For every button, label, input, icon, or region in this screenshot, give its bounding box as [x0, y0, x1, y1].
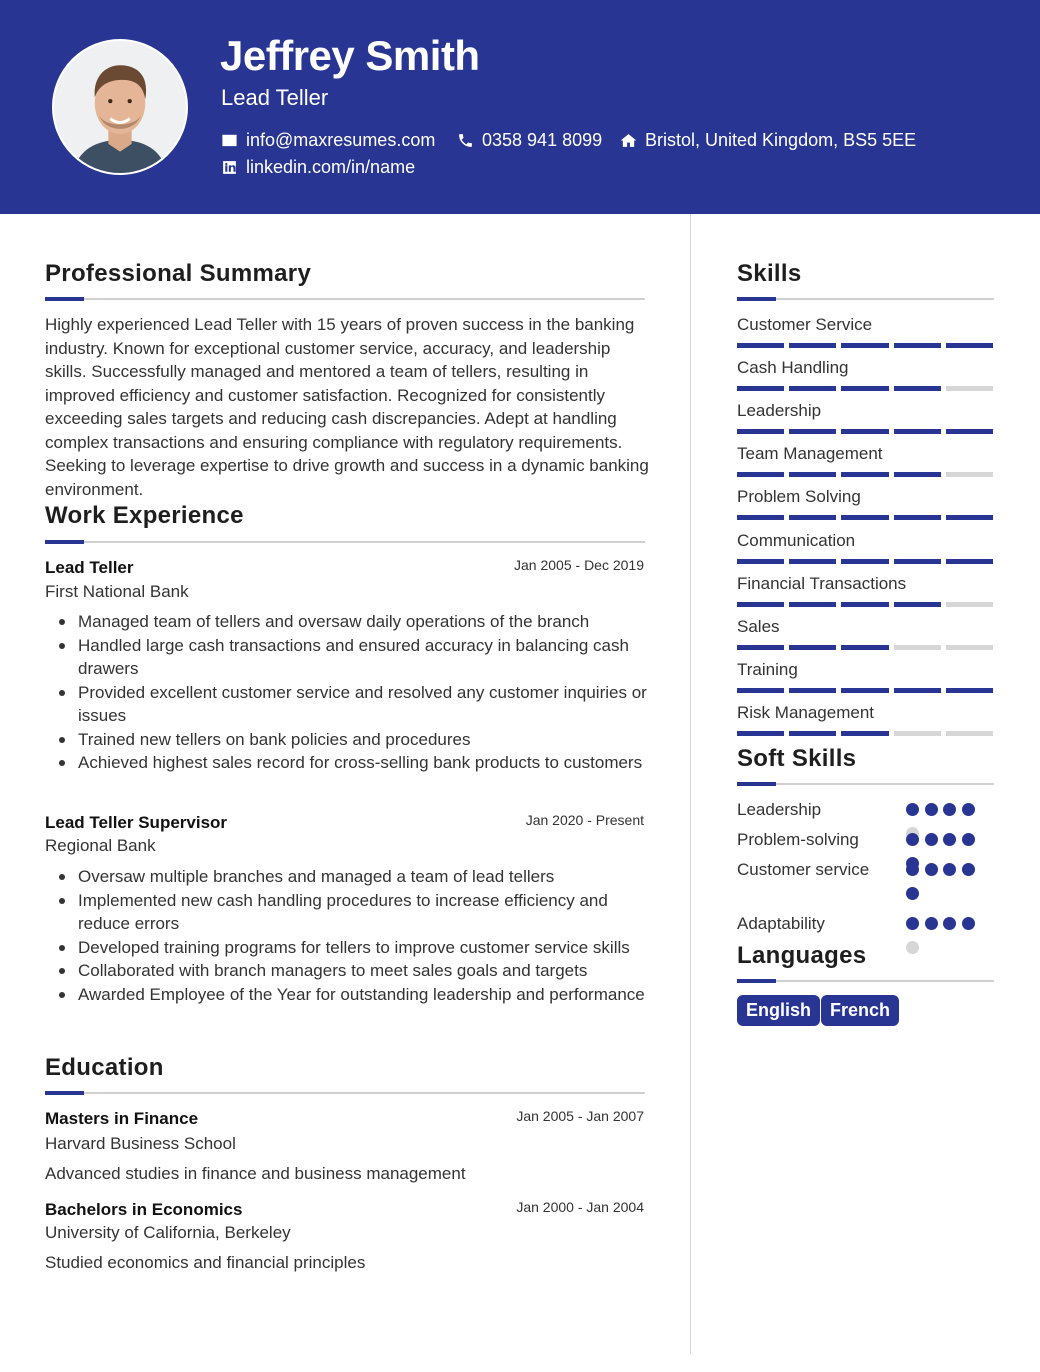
rating-dot — [906, 887, 919, 900]
skill-name: Financial Transactions — [737, 573, 907, 593]
section-rule — [737, 298, 994, 300]
skill-level-segment — [841, 731, 888, 736]
school-name: Harvard Business School — [45, 1134, 236, 1153]
skill-level-segment — [894, 515, 941, 520]
skill-level-segment — [946, 515, 993, 520]
job-title: Lead Teller — [45, 558, 134, 577]
section-rule — [737, 783, 994, 785]
rating-dot — [906, 917, 919, 930]
skill-name: Risk Management — [737, 702, 875, 722]
skill-level-segment — [841, 386, 888, 391]
job-date: Jan 2005 - Dec 2019 — [514, 557, 644, 573]
skill-level-segment — [894, 645, 941, 650]
rating-dot — [962, 833, 975, 846]
skill-level-segment — [841, 343, 888, 348]
section-rule — [45, 298, 645, 300]
rating-dot — [962, 803, 975, 816]
skill-level-segment — [841, 688, 888, 693]
skill-level-segment — [946, 559, 993, 564]
experience-heading: Work Experience — [45, 502, 244, 529]
envelope-icon — [221, 132, 238, 149]
skills-heading: Skills — [737, 260, 802, 287]
candidate-name: Jeffrey Smith — [220, 32, 480, 79]
soft-skills-heading: Soft Skills — [737, 745, 857, 772]
summary-text: Highly experienced Lead Teller with 15 years of proven success in the banking industry. Known for exceptional customer service, accuracy, and leadership skills. Successfully managed and mentored a team of tellers, resulting in improved efficiency and customer satisfaction. Recognized for consistently exceeding sales targets and reducing cash discrepancies. Adept at handling complex transactions and ensuring compliance with regulatory requirements. Seeking to leverage expertise to drive growth and success in a dynamic banking environment. — [45, 315, 649, 499]
skill-level-bar — [737, 688, 993, 693]
skill-level-segment — [737, 688, 784, 693]
rating-dot — [943, 833, 956, 846]
skill-level-segment — [946, 731, 993, 736]
degree-description: Advanced studies in finance and business management — [45, 1164, 466, 1183]
skill-level-segment — [894, 386, 941, 391]
degree-title: Bachelors in Economics — [45, 1200, 243, 1219]
skill-level-bar — [737, 386, 993, 391]
column-divider — [690, 214, 691, 1354]
contact-phone[interactable] — [457, 128, 602, 152]
skill-level-segment — [789, 602, 836, 607]
skill-level-segment — [789, 429, 836, 434]
job-date: Jan 2020 - Present — [525, 812, 644, 828]
section-rule — [45, 1092, 645, 1094]
school-name: University of California, Berkeley — [45, 1223, 291, 1242]
language-badge-english: English — [737, 995, 820, 1026]
rating-dot — [943, 917, 956, 930]
job-bullets — [78, 610, 648, 775]
skill-level-segment — [737, 731, 784, 736]
degree-date: Jan 2005 - Jan 2007 — [516, 1108, 644, 1124]
skill-level-segment — [894, 688, 941, 693]
skill-level-bar — [737, 343, 993, 348]
phone-icon — [457, 132, 474, 149]
skill-level-bar — [737, 731, 993, 736]
skill-level-segment — [789, 688, 836, 693]
rating-dot — [925, 803, 938, 816]
rating-dot — [925, 833, 938, 846]
language-badge-french: French — [821, 995, 899, 1026]
skill-level-segment — [946, 688, 993, 693]
rating-dot — [943, 863, 956, 876]
rating-dot — [906, 863, 919, 876]
linkedin-text: linkedin.com/in/name — [246, 157, 416, 177]
skill-name: Team Management — [737, 444, 883, 464]
skill-level-segment — [841, 559, 888, 564]
list-item: Handled large cash transactions and ensured accuracy in balancing cash drawers — [78, 634, 648, 681]
skill-name: Communication — [737, 530, 856, 550]
job-employer: Regional Bank — [45, 836, 156, 855]
section-rule — [737, 980, 994, 982]
rating-dot — [925, 917, 938, 930]
skill-level-segment — [789, 343, 836, 348]
skill-level-segment — [946, 429, 993, 434]
skill-level-segment — [841, 602, 888, 607]
skill-level-segment — [946, 472, 993, 477]
list-item: Oversaw multiple branches and managed a team of lead tellers — [78, 865, 648, 889]
skill-level-segment — [737, 429, 784, 434]
skill-name: Problem Solving — [737, 487, 861, 507]
skill-level-bar — [737, 515, 993, 520]
skill-level-segment — [946, 343, 993, 348]
skill-level-segment — [789, 731, 836, 736]
skill-level-segment — [789, 515, 836, 520]
skill-level-segment — [894, 559, 941, 564]
candidate-title: Lead Teller — [221, 85, 329, 110]
rating-dot — [906, 833, 919, 846]
contact-email[interactable] — [221, 128, 435, 152]
skill-level-bar — [737, 472, 993, 477]
skill-name: Training — [737, 659, 798, 679]
skill-level-segment — [894, 472, 941, 477]
soft-skill-name: Problem-solving — [737, 830, 859, 849]
skill-level-segment — [894, 429, 941, 434]
skill-level-segment — [946, 645, 993, 650]
skill-level-segment — [737, 645, 784, 650]
skill-name: Sales — [737, 616, 780, 636]
languages-heading: Languages — [737, 942, 867, 969]
skill-level-segment — [737, 386, 784, 391]
degree-title: Masters in Finance — [45, 1109, 199, 1128]
profile-photo — [52, 39, 188, 175]
skill-name: Customer Service — [737, 315, 873, 334]
skill-level-segment — [737, 515, 784, 520]
job-employer: First National Bank — [45, 582, 189, 601]
contact-linkedin[interactable] — [221, 155, 415, 179]
job-bullets — [78, 865, 648, 1006]
skill-level-segment — [946, 386, 993, 391]
rating-dot — [962, 863, 975, 876]
skill-level-segment — [789, 559, 836, 564]
skill-level-segment — [737, 343, 784, 348]
contact-location — [620, 128, 916, 152]
skill-level-segment — [789, 472, 836, 477]
skill-level-segment — [946, 602, 993, 607]
list-item: Managed team of tellers and oversaw daily operations of the branch — [78, 610, 648, 634]
skill-name: Cash Handling — [737, 358, 849, 378]
rating-dot — [925, 863, 938, 876]
section-rule — [45, 541, 645, 543]
summary-heading: Professional Summary — [45, 260, 312, 287]
skill-level-segment — [841, 515, 888, 520]
skill-level-segment — [789, 386, 836, 391]
rating-dot — [906, 941, 919, 954]
person-avatar-icon — [54, 41, 186, 173]
resume-header — [0, 0, 1040, 214]
skill-level-segment — [737, 602, 784, 607]
rating-dot — [943, 803, 956, 816]
skill-name: Leadership — [737, 401, 822, 421]
list-item: Trained new tellers on bank policies and procedures — [78, 728, 648, 752]
list-item: Implemented new cash handling procedures to increase efficiency and reduce errors — [78, 889, 648, 936]
soft-skill-name: Customer service — [737, 860, 870, 879]
skill-level-segment — [737, 559, 784, 564]
phone-text: 0358 941 8099 — [482, 130, 603, 150]
linkedin-icon — [221, 159, 238, 176]
list-item: Provided excellent customer service and resolved any customer inquiries or issues — [78, 681, 648, 728]
list-item: Collaborated with branch managers to meet sales goals and targets — [78, 959, 648, 983]
list-item: Awarded Employee of the Year for outstanding leadership and performance — [78, 983, 648, 1007]
rating-dot — [962, 917, 975, 930]
soft-skill-name: Adaptability — [737, 914, 825, 933]
job-title: Lead Teller Supervisor — [45, 813, 228, 832]
skill-level-bar — [737, 645, 993, 650]
degree-description: Studied economics and financial principles — [45, 1253, 366, 1272]
education-heading: Education — [45, 1054, 164, 1081]
location-text: Bristol, United Kingdom, BS5 5EE — [645, 130, 917, 150]
skill-level-segment — [894, 343, 941, 348]
skill-level-segment — [737, 472, 784, 477]
skill-level-segment — [841, 472, 888, 477]
skill-level-segment — [789, 645, 836, 650]
skill-level-segment — [841, 645, 888, 650]
skill-level-segment — [894, 602, 941, 607]
rating-dot — [906, 803, 919, 816]
skill-level-bar — [737, 429, 993, 434]
skill-level-bar — [737, 559, 993, 564]
skill-level-segment — [894, 731, 941, 736]
home-icon — [620, 132, 637, 149]
skill-level-bar — [737, 602, 993, 607]
skill-level-segment — [841, 429, 888, 434]
list-item: Achieved highest sales record for cross-selling bank products to customers — [78, 751, 648, 775]
list-item: Developed training programs for tellers to improve customer service skills — [78, 936, 648, 960]
email-text: info@maxresumes.com — [246, 130, 436, 150]
degree-date: Jan 2000 - Jan 2004 — [516, 1199, 644, 1215]
soft-skill-name: Leadership — [737, 800, 822, 819]
